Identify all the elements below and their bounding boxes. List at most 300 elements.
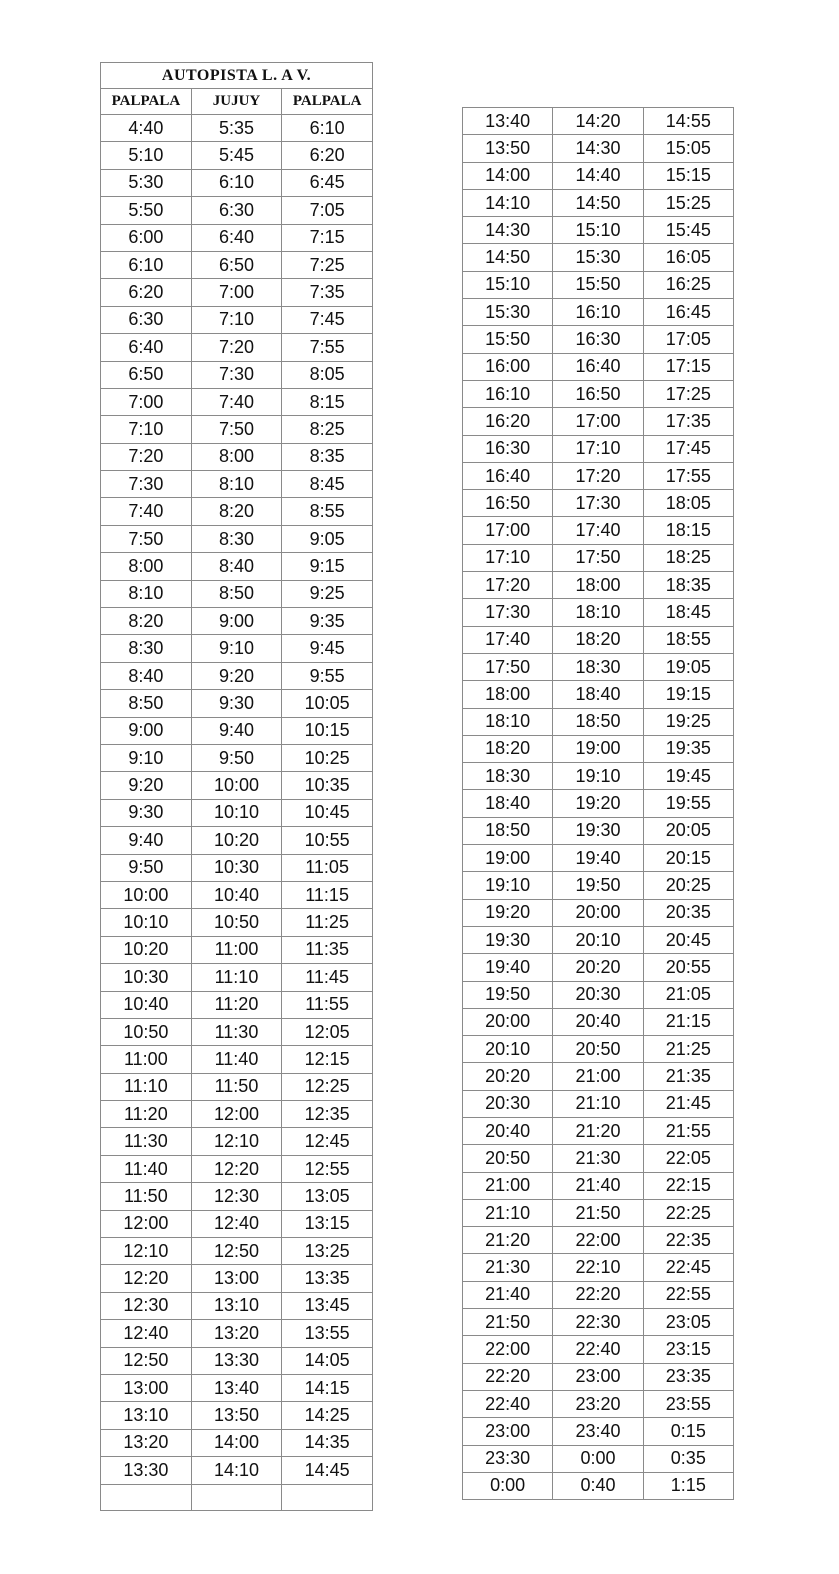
table-row xyxy=(463,681,734,708)
time-cell: 10:50 xyxy=(191,909,282,936)
time-cell: 9:45 xyxy=(282,635,373,662)
time-cell: 14:40 xyxy=(553,162,643,189)
table-title: AUTOPISTA L. A V. xyxy=(101,63,373,89)
time-cell: 20:00 xyxy=(463,1008,553,1035)
time-cell: 21:20 xyxy=(553,1117,643,1144)
time-cell: 21:00 xyxy=(463,1172,553,1199)
table-row xyxy=(101,1101,373,1128)
table-row xyxy=(101,224,373,251)
time-cell: 18:30 xyxy=(463,763,553,790)
time-cell: 18:15 xyxy=(643,517,733,544)
time-cell: 13:40 xyxy=(463,108,553,135)
time-cell: 23:20 xyxy=(553,1390,643,1417)
empty-cell xyxy=(282,1484,373,1510)
time-cell: 10:00 xyxy=(191,772,282,799)
time-cell: 19:00 xyxy=(553,735,643,762)
table-row xyxy=(463,1309,734,1336)
table-row xyxy=(101,1292,373,1319)
time-cell: 6:20 xyxy=(101,279,192,306)
table-row xyxy=(101,197,373,224)
time-cell: 10:55 xyxy=(282,827,373,854)
time-cell: 22:45 xyxy=(643,1254,733,1281)
time-cell: 16:10 xyxy=(463,380,553,407)
time-cell: 18:35 xyxy=(643,572,733,599)
time-cell: 20:30 xyxy=(553,981,643,1008)
time-cell: 15:50 xyxy=(553,271,643,298)
time-cell: 10:10 xyxy=(191,799,282,826)
time-cell: 20:45 xyxy=(643,926,733,953)
time-cell: 7:10 xyxy=(191,306,282,333)
table-row xyxy=(463,1008,734,1035)
table-row xyxy=(101,279,373,306)
time-cell: 14:05 xyxy=(282,1347,373,1374)
time-cell: 16:30 xyxy=(463,435,553,462)
right-schedule-table xyxy=(462,107,734,1500)
time-cell: 19:20 xyxy=(463,899,553,926)
table-row xyxy=(463,1145,734,1172)
table-row xyxy=(101,744,373,771)
time-cell: 16:10 xyxy=(553,299,643,326)
time-cell: 21:30 xyxy=(463,1254,553,1281)
time-cell: 7:05 xyxy=(282,197,373,224)
table-row xyxy=(463,517,734,544)
time-cell: 13:00 xyxy=(101,1374,192,1401)
time-cell: 0:15 xyxy=(643,1418,733,1445)
time-cell: 11:00 xyxy=(101,1046,192,1073)
time-cell: 11:35 xyxy=(282,936,373,963)
time-cell: 8:55 xyxy=(282,498,373,525)
time-cell: 15:30 xyxy=(553,244,643,271)
time-cell: 12:50 xyxy=(191,1238,282,1265)
table-row xyxy=(101,854,373,881)
time-cell: 17:20 xyxy=(553,462,643,489)
time-cell: 7:40 xyxy=(101,498,192,525)
time-cell: 5:30 xyxy=(101,169,192,196)
table-row xyxy=(101,1128,373,1155)
time-cell: 12:45 xyxy=(282,1128,373,1155)
table-row xyxy=(101,1402,373,1429)
table-row xyxy=(463,763,734,790)
time-cell: 16:20 xyxy=(463,408,553,435)
time-cell: 11:25 xyxy=(282,909,373,936)
time-cell: 20:30 xyxy=(463,1090,553,1117)
table-row xyxy=(463,1281,734,1308)
time-cell: 19:15 xyxy=(643,681,733,708)
time-cell: 17:10 xyxy=(553,435,643,462)
time-cell: 7:20 xyxy=(101,443,192,470)
table-row xyxy=(101,881,373,908)
title-row xyxy=(101,63,373,89)
time-cell: 21:40 xyxy=(463,1281,553,1308)
time-cell: 16:50 xyxy=(463,490,553,517)
time-cell: 17:50 xyxy=(463,653,553,680)
time-cell: 17:20 xyxy=(463,572,553,599)
time-cell: 11:20 xyxy=(101,1101,192,1128)
time-cell: 16:40 xyxy=(553,353,643,380)
time-cell: 20:35 xyxy=(643,899,733,926)
time-cell: 1:15 xyxy=(643,1472,733,1499)
table-row xyxy=(463,244,734,271)
time-cell: 13:40 xyxy=(191,1374,282,1401)
table-row xyxy=(101,690,373,717)
time-cell: 18:40 xyxy=(553,681,643,708)
table-row xyxy=(101,1429,373,1456)
time-cell: 20:55 xyxy=(643,954,733,981)
time-cell: 16:50 xyxy=(553,380,643,407)
time-cell: 8:50 xyxy=(191,580,282,607)
time-cell: 18:20 xyxy=(553,626,643,653)
table-row xyxy=(101,498,373,525)
time-cell: 21:40 xyxy=(553,1172,643,1199)
time-cell: 6:50 xyxy=(101,361,192,388)
time-cell: 18:30 xyxy=(553,653,643,680)
time-cell: 17:10 xyxy=(463,544,553,571)
time-cell: 9:50 xyxy=(101,854,192,881)
time-cell: 22:20 xyxy=(463,1363,553,1390)
time-cell: 21:50 xyxy=(553,1199,643,1226)
time-cell: 11:40 xyxy=(191,1046,282,1073)
time-cell: 14:45 xyxy=(282,1457,373,1484)
time-cell: 18:20 xyxy=(463,735,553,762)
table-row xyxy=(463,1199,734,1226)
time-cell: 13:25 xyxy=(282,1238,373,1265)
time-cell: 23:35 xyxy=(643,1363,733,1390)
time-cell: 8:30 xyxy=(191,525,282,552)
time-cell: 19:45 xyxy=(643,763,733,790)
time-cell: 10:30 xyxy=(101,964,192,991)
time-cell: 23:00 xyxy=(553,1363,643,1390)
time-cell: 6:20 xyxy=(282,142,373,169)
time-cell: 21:45 xyxy=(643,1090,733,1117)
time-cell: 19:40 xyxy=(553,845,643,872)
time-cell: 20:05 xyxy=(643,817,733,844)
time-cell: 15:45 xyxy=(643,217,733,244)
time-cell: 7:35 xyxy=(282,279,373,306)
time-cell: 22:30 xyxy=(553,1309,643,1336)
time-cell: 5:45 xyxy=(191,142,282,169)
time-cell: 8:35 xyxy=(282,443,373,470)
time-cell: 14:10 xyxy=(463,189,553,216)
time-cell: 10:40 xyxy=(191,881,282,908)
time-cell: 22:05 xyxy=(643,1145,733,1172)
table-row xyxy=(463,1418,734,1445)
time-cell: 10:25 xyxy=(282,744,373,771)
table-row xyxy=(101,443,373,470)
time-cell: 18:40 xyxy=(463,790,553,817)
time-cell: 12:30 xyxy=(191,1183,282,1210)
time-cell: 12:50 xyxy=(101,1347,192,1374)
time-cell: 6:00 xyxy=(101,224,192,251)
time-cell: 12:10 xyxy=(191,1128,282,1155)
table-row xyxy=(463,1036,734,1063)
time-cell: 12:30 xyxy=(101,1292,192,1319)
time-cell: 18:00 xyxy=(463,681,553,708)
time-cell: 10:10 xyxy=(101,909,192,936)
table-row xyxy=(463,189,734,216)
table-row xyxy=(101,799,373,826)
time-cell: 21:15 xyxy=(643,1008,733,1035)
time-cell: 8:25 xyxy=(282,416,373,443)
time-cell: 23:00 xyxy=(463,1418,553,1445)
time-cell: 7:25 xyxy=(282,251,373,278)
time-cell: 14:00 xyxy=(191,1429,282,1456)
time-cell: 9:55 xyxy=(282,662,373,689)
header-palpala-return: PALPALA xyxy=(282,89,373,115)
time-cell: 5:50 xyxy=(101,197,192,224)
table-row xyxy=(101,1347,373,1374)
time-cell: 0:00 xyxy=(463,1472,553,1499)
table-row xyxy=(101,306,373,333)
table-row xyxy=(101,388,373,415)
time-cell: 18:00 xyxy=(553,572,643,599)
table-row xyxy=(101,1073,373,1100)
time-cell: 22:00 xyxy=(553,1227,643,1254)
time-cell: 10:15 xyxy=(282,717,373,744)
time-cell: 14:50 xyxy=(553,189,643,216)
table-row xyxy=(463,1172,734,1199)
table-row xyxy=(101,416,373,443)
time-cell: 21:20 xyxy=(463,1227,553,1254)
time-cell: 13:50 xyxy=(191,1402,282,1429)
table-row xyxy=(463,845,734,872)
time-cell: 18:50 xyxy=(463,817,553,844)
table-row xyxy=(101,471,373,498)
table-row xyxy=(463,653,734,680)
table-row xyxy=(463,1254,734,1281)
time-cell: 14:25 xyxy=(282,1402,373,1429)
time-cell: 16:25 xyxy=(643,271,733,298)
time-cell: 5:35 xyxy=(191,115,282,142)
time-cell: 10:35 xyxy=(282,772,373,799)
time-cell: 0:40 xyxy=(553,1472,643,1499)
time-cell: 19:30 xyxy=(463,926,553,953)
time-cell: 12:20 xyxy=(191,1155,282,1182)
time-cell: 12:25 xyxy=(282,1073,373,1100)
time-cell: 21:05 xyxy=(643,981,733,1008)
time-cell: 20:15 xyxy=(643,845,733,872)
time-cell: 19:05 xyxy=(643,653,733,680)
time-cell: 15:10 xyxy=(463,271,553,298)
table-row xyxy=(101,1046,373,1073)
table-row xyxy=(463,1336,734,1363)
time-cell: 19:55 xyxy=(643,790,733,817)
time-cell: 22:00 xyxy=(463,1336,553,1363)
table-row xyxy=(463,380,734,407)
time-cell: 12:40 xyxy=(191,1210,282,1237)
time-cell: 6:45 xyxy=(282,169,373,196)
time-cell: 5:10 xyxy=(101,142,192,169)
time-cell: 11:50 xyxy=(191,1073,282,1100)
time-cell: 8:10 xyxy=(101,580,192,607)
time-cell: 4:40 xyxy=(101,115,192,142)
table-row xyxy=(101,1155,373,1182)
time-cell: 12:55 xyxy=(282,1155,373,1182)
time-cell: 13:00 xyxy=(191,1265,282,1292)
time-cell: 23:15 xyxy=(643,1336,733,1363)
table-row xyxy=(463,1445,734,1472)
table-row xyxy=(101,1457,373,1484)
time-cell: 15:25 xyxy=(643,189,733,216)
time-cell: 17:05 xyxy=(643,326,733,353)
table-row xyxy=(101,1265,373,1292)
table-row xyxy=(463,1363,734,1390)
time-cell: 13:30 xyxy=(101,1457,192,1484)
time-cell: 19:50 xyxy=(553,872,643,899)
time-cell: 17:30 xyxy=(553,490,643,517)
time-cell: 21:50 xyxy=(463,1309,553,1336)
time-cell: 21:35 xyxy=(643,1063,733,1090)
time-cell: 13:35 xyxy=(282,1265,373,1292)
time-cell: 7:50 xyxy=(191,416,282,443)
time-cell: 9:10 xyxy=(101,744,192,771)
time-cell: 12:05 xyxy=(282,1018,373,1045)
table-row xyxy=(463,1063,734,1090)
time-cell: 9:00 xyxy=(191,608,282,635)
time-cell: 18:50 xyxy=(553,708,643,735)
time-cell: 11:10 xyxy=(101,1073,192,1100)
time-cell: 16:00 xyxy=(463,353,553,380)
table-row xyxy=(463,462,734,489)
time-cell: 0:00 xyxy=(553,1445,643,1472)
time-cell: 19:20 xyxy=(553,790,643,817)
time-cell: 21:30 xyxy=(553,1145,643,1172)
time-cell: 7:10 xyxy=(101,416,192,443)
table-row xyxy=(463,1117,734,1144)
time-cell: 11:10 xyxy=(191,964,282,991)
time-cell: 16:45 xyxy=(643,299,733,326)
table-row xyxy=(463,1472,734,1499)
table-row xyxy=(463,271,734,298)
table-row xyxy=(463,872,734,899)
time-cell: 19:40 xyxy=(463,954,553,981)
left-schedule-table xyxy=(100,62,373,1511)
time-cell: 15:15 xyxy=(643,162,733,189)
table-row xyxy=(101,909,373,936)
time-cell: 20:00 xyxy=(553,899,643,926)
time-cell: 18:55 xyxy=(643,626,733,653)
table-row xyxy=(101,635,373,662)
time-cell: 13:20 xyxy=(191,1320,282,1347)
empty-cell xyxy=(191,1484,282,1510)
time-cell: 8:45 xyxy=(282,471,373,498)
time-cell: 14:20 xyxy=(553,108,643,135)
time-cell: 7:20 xyxy=(191,334,282,361)
time-cell: 23:30 xyxy=(463,1445,553,1472)
table-row xyxy=(101,991,373,1018)
time-cell: 10:45 xyxy=(282,799,373,826)
time-cell: 20:50 xyxy=(553,1036,643,1063)
time-cell: 10:30 xyxy=(191,854,282,881)
time-cell: 7:50 xyxy=(101,525,192,552)
time-cell: 15:10 xyxy=(553,217,643,244)
table-row xyxy=(463,135,734,162)
time-cell: 13:10 xyxy=(191,1292,282,1319)
time-cell: 14:30 xyxy=(463,217,553,244)
table-row xyxy=(463,299,734,326)
time-cell: 14:35 xyxy=(282,1429,373,1456)
time-cell: 19:35 xyxy=(643,735,733,762)
time-cell: 18:10 xyxy=(553,599,643,626)
time-cell: 21:00 xyxy=(553,1063,643,1090)
time-cell: 9:05 xyxy=(282,525,373,552)
time-cell: 20:10 xyxy=(553,926,643,953)
time-cell: 13:55 xyxy=(282,1320,373,1347)
time-cell: 13:50 xyxy=(463,135,553,162)
time-cell: 22:15 xyxy=(643,1172,733,1199)
table-row xyxy=(463,899,734,926)
time-cell: 6:30 xyxy=(101,306,192,333)
time-cell: 19:10 xyxy=(553,763,643,790)
time-cell: 7:30 xyxy=(191,361,282,388)
time-cell: 8:05 xyxy=(282,361,373,388)
time-cell: 17:30 xyxy=(463,599,553,626)
table-row xyxy=(463,626,734,653)
table-row xyxy=(101,717,373,744)
time-cell: 8:50 xyxy=(101,690,192,717)
time-cell: 19:10 xyxy=(463,872,553,899)
table-row xyxy=(463,981,734,1008)
table-row xyxy=(101,525,373,552)
time-cell: 8:40 xyxy=(191,553,282,580)
time-cell: 17:15 xyxy=(643,353,733,380)
time-cell: 18:25 xyxy=(643,544,733,571)
time-cell: 0:35 xyxy=(643,1445,733,1472)
time-cell: 18:10 xyxy=(463,708,553,735)
time-cell: 17:35 xyxy=(643,408,733,435)
time-cell: 9:30 xyxy=(191,690,282,717)
time-cell: 14:15 xyxy=(282,1374,373,1401)
header-palpala-origin: PALPALA xyxy=(101,89,192,115)
time-cell: 22:40 xyxy=(463,1390,553,1417)
table-row xyxy=(463,408,734,435)
time-cell: 8:30 xyxy=(101,635,192,662)
time-cell: 19:00 xyxy=(463,845,553,872)
time-cell: 12:00 xyxy=(101,1210,192,1237)
time-cell: 10:05 xyxy=(282,690,373,717)
time-cell: 22:20 xyxy=(553,1281,643,1308)
time-cell: 12:35 xyxy=(282,1101,373,1128)
table-row xyxy=(101,580,373,607)
time-cell: 6:30 xyxy=(191,197,282,224)
time-cell: 13:05 xyxy=(282,1183,373,1210)
time-cell: 20:40 xyxy=(463,1117,553,1144)
time-cell: 11:00 xyxy=(191,936,282,963)
time-cell: 22:35 xyxy=(643,1227,733,1254)
table-row xyxy=(101,142,373,169)
table-row xyxy=(463,790,734,817)
time-cell: 8:40 xyxy=(101,662,192,689)
time-cell: 10:40 xyxy=(101,991,192,1018)
time-cell: 7:55 xyxy=(282,334,373,361)
time-cell: 13:45 xyxy=(282,1292,373,1319)
time-cell: 23:05 xyxy=(643,1309,733,1336)
table-row xyxy=(101,1238,373,1265)
time-cell: 7:40 xyxy=(191,388,282,415)
time-cell: 19:25 xyxy=(643,708,733,735)
time-cell: 7:00 xyxy=(101,388,192,415)
time-cell: 6:10 xyxy=(101,251,192,278)
time-cell: 15:50 xyxy=(463,326,553,353)
time-cell: 7:30 xyxy=(101,471,192,498)
time-cell: 17:25 xyxy=(643,380,733,407)
time-cell: 9:40 xyxy=(101,827,192,854)
time-cell: 9:20 xyxy=(191,662,282,689)
time-cell: 9:25 xyxy=(282,580,373,607)
time-cell: 21:10 xyxy=(463,1199,553,1226)
table-row xyxy=(463,490,734,517)
header-jujuy: JUJUY xyxy=(191,89,282,115)
time-cell: 11:45 xyxy=(282,964,373,991)
